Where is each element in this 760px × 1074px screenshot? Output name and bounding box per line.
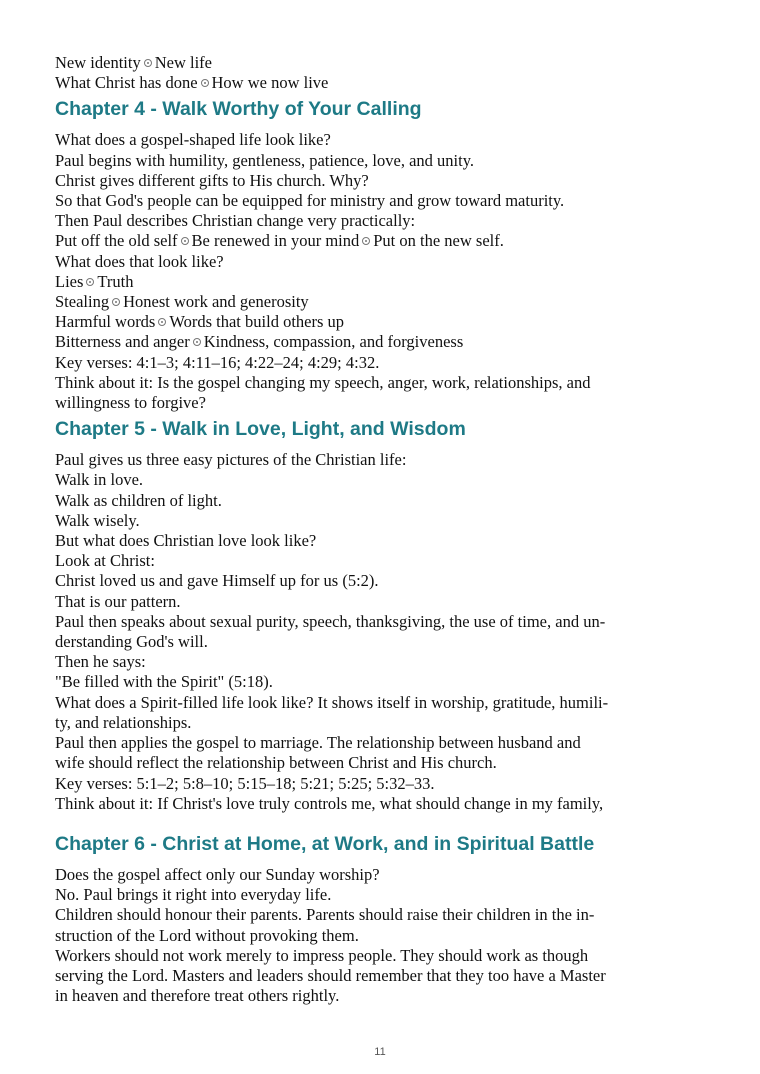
key-verses: Key verses: 4:1–3; 4:11–16; 4:22–24; 4:29; 4:32. bbox=[55, 352, 380, 372]
intro-line bbox=[55, 53, 715, 73]
paragraph-line: What does a gospel-shaped life look like? bbox=[55, 130, 331, 150]
paragraph-line: wife should reflect the relationship between Christ and His church. bbox=[55, 753, 497, 773]
page-number: 11 bbox=[374, 1046, 386, 1058]
chapter-5-heading: Chapter 5 - Walk in Love, Light, and Wisdom bbox=[55, 418, 466, 441]
paragraph-line: So that God's people can be equipped for ministry and grow toward maturity. bbox=[55, 191, 565, 211]
paragraph-line: Walk in love. bbox=[55, 470, 144, 490]
paragraph-line: Children should honour their parents. Parents should raise their children in the in- bbox=[55, 905, 595, 925]
text: Truth bbox=[97, 271, 134, 291]
paragraph-line: ty, and relationships. bbox=[55, 712, 192, 732]
spacer bbox=[55, 814, 715, 828]
paragraph-line: No. Paul brings it right into everyday life. bbox=[55, 885, 332, 905]
bullet-icon bbox=[181, 237, 189, 245]
contrast-line bbox=[55, 292, 715, 312]
text: Be renewed in your mind bbox=[191, 231, 360, 251]
bullet-icon bbox=[112, 298, 120, 306]
reflection-line: willingness to forgive? bbox=[55, 393, 206, 413]
bullet-icon bbox=[86, 278, 94, 286]
paragraph-line: Paul then applies the gospel to marriage. The relationship between husband and bbox=[55, 733, 581, 753]
text: New life bbox=[154, 53, 212, 72]
paragraph-line: Walk as children of light. bbox=[55, 490, 222, 510]
contrast-line bbox=[55, 272, 715, 292]
paragraph-line: That is our pattern. bbox=[55, 591, 181, 611]
paragraph-line: Paul gives us three easy pictures of the Christian life: bbox=[55, 450, 407, 470]
text: Stealing bbox=[55, 292, 110, 312]
paragraph-line: "Be filled with the Spirit" (5:18). bbox=[55, 672, 273, 692]
paragraph-line: Then Paul describes Christian change very practically: bbox=[55, 211, 416, 231]
text: Words that build others up bbox=[169, 312, 345, 332]
paragraph-line: in heaven and therefore treat others rightly. bbox=[55, 986, 340, 1006]
paragraph-line: Paul then speaks about sexual purity, speech, thanksgiving, the use of time, and un- bbox=[55, 611, 606, 631]
text: Put off the old self bbox=[55, 231, 178, 251]
contrast-line bbox=[55, 332, 715, 352]
contrast-line bbox=[55, 231, 715, 251]
paragraph-line: Christ gives different gifts to His church. Why? bbox=[55, 170, 369, 190]
bullet-icon bbox=[201, 79, 209, 87]
intro-line bbox=[55, 73, 715, 93]
text: Harmful words bbox=[55, 312, 156, 332]
chapter-6-heading: Chapter 6 - Christ at Home, at Work, and in Spiritual Battle bbox=[55, 832, 595, 855]
paragraph-line: derstanding God's will. bbox=[55, 632, 208, 652]
bullet-icon bbox=[193, 338, 201, 346]
page-content bbox=[55, 53, 715, 1006]
chapter-4-heading: Chapter 4 - Walk Worthy of Your Calling bbox=[55, 98, 422, 121]
text: Bitterness and anger bbox=[55, 332, 190, 352]
text: What Christ has done bbox=[55, 73, 198, 93]
text: Kindness, compassion, and forgiveness bbox=[203, 332, 464, 352]
paragraph-line: Christ loved us and gave Himself up for us (5:2). bbox=[55, 571, 379, 591]
reflection-line: Think about it: If Christ's love truly controls me, what should change in my family, bbox=[55, 793, 604, 813]
paragraph-line: struction of the Lord without provoking them. bbox=[55, 925, 359, 945]
key-verses: Key verses: 5:1–2; 5:8–10; 5:15–18; 5:21; 5:25; 5:32–33. bbox=[55, 773, 435, 793]
paragraph-line: Then he says: bbox=[55, 652, 146, 672]
text: Lies bbox=[55, 271, 84, 291]
text: Put on the new self. bbox=[373, 231, 504, 251]
paragraph-line: But what does Christian love look like? bbox=[55, 531, 317, 551]
bullet-icon bbox=[144, 59, 152, 67]
paragraph-line: Paul begins with humility, gentleness, patience, love, and unity. bbox=[55, 150, 474, 170]
paragraph-line: Walk wisely. bbox=[55, 510, 140, 530]
text: New identity bbox=[55, 53, 141, 72]
paragraph-line: Workers should not work merely to impress people. They should work as though bbox=[55, 945, 589, 965]
bullet-icon bbox=[158, 318, 166, 326]
text: How we now live bbox=[211, 73, 329, 93]
contrast-line bbox=[55, 312, 715, 332]
paragraph-line: serving the Lord. Masters and leaders should remember that they too have a Master bbox=[55, 965, 606, 985]
paragraph-line: What does that look like? bbox=[55, 251, 224, 271]
bullet-icon bbox=[362, 237, 370, 245]
paragraph-line: Does the gospel affect only our Sunday worship? bbox=[55, 864, 380, 884]
reflection-line: Think about it: Is the gospel changing my speech, anger, work, relationships, and bbox=[55, 372, 591, 392]
text: Honest work and generosity bbox=[123, 292, 309, 312]
paragraph-line: What does a Spirit-filled life look like? It shows itself in worship, gratitude, humili- bbox=[55, 692, 609, 712]
paragraph-line: Look at Christ: bbox=[55, 551, 155, 571]
